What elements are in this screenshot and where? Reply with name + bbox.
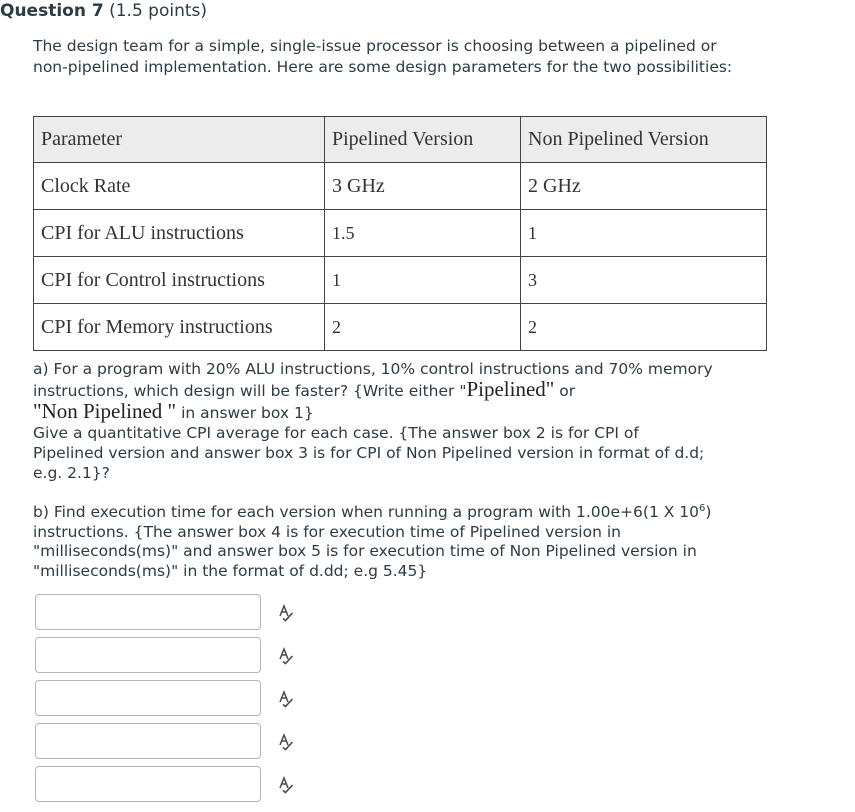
- table-header-cell: Non Pipelined Version: [521, 117, 767, 163]
- table-row: [34, 257, 767, 304]
- table-cell: 3 GHz: [325, 163, 521, 210]
- exponent: 6: [699, 503, 706, 514]
- part-b-text1: b) Find execution time for each version when running a program with 1.00e+6(1 X 10: [33, 503, 700, 522]
- table-cell: 1: [521, 210, 767, 257]
- answer-box-2[interactable]: [35, 637, 261, 673]
- spell-check-icon[interactable]: [277, 690, 295, 708]
- table-cell: CPI for ALU instructions: [34, 210, 325, 257]
- spell-check-icon[interactable]: [277, 604, 295, 622]
- table-row: [34, 163, 767, 210]
- part-a-line2: Give a quantitative CPI average for each case. {The answer box 2 is for CPI of Pipelined version and answer box 3 is for CPI of Non Pipelined version in format of d.d; e.g. 2.1}?: [33, 424, 705, 482]
- table-cell: 1: [325, 257, 521, 304]
- question-points: (1.5 points): [109, 1, 208, 21]
- answer-box-1-note: in answer box 1}: [176, 404, 314, 422]
- table-cell: CPI for Memory instructions: [34, 304, 325, 351]
- answer-box-5[interactable]: [35, 766, 261, 802]
- part-b-text: [33, 499, 723, 581]
- question-title: Question 7: [0, 1, 104, 21]
- table-row: [34, 304, 767, 351]
- part-a-text: [33, 359, 713, 483]
- answer-box-3[interactable]: [35, 680, 261, 716]
- part-a-line1: a) For a program with 20% ALU instructions, 10% control instructions and 70% memory instructions, which design will be faster? {Write either ": [33, 360, 713, 400]
- table-header-row: [34, 117, 767, 163]
- part-b-text2: ) instructions. {The answer box 4 is for execution time of Pipelined version in "milliseconds(ms)" and answer box 5 is for execution time of Non Pipelined version in "milliseconds(ms)" in the format of d.dd; e.g 5.45}: [33, 503, 712, 580]
- answer-box-4[interactable]: [35, 723, 261, 759]
- table-cell: 1.5: [325, 210, 521, 257]
- or-text: or: [554, 382, 576, 400]
- table-cell: 2 GHz: [521, 163, 767, 210]
- spell-check-icon[interactable]: [277, 647, 295, 665]
- table-cell: Clock Rate: [34, 163, 325, 210]
- table-cell: 2: [325, 304, 521, 351]
- question-intro: The design team for a simple, single-issue processor is choosing between a pipelined or non-pipelined implementation. Here are some design parameters for the two possibilities:: [33, 37, 733, 76]
- non-pipelined-label: "Non Pipelined ": [33, 399, 177, 423]
- table-cell: CPI for Control instructions: [34, 257, 325, 304]
- answer-box-1[interactable]: [35, 594, 261, 630]
- spell-check-icon[interactable]: [277, 733, 295, 751]
- spell-check-icon[interactable]: [277, 776, 295, 794]
- table-cell: 2: [521, 304, 767, 351]
- question-header: [0, 0, 207, 22]
- parameters-table: [33, 116, 767, 351]
- table-header-cell: Parameter: [34, 117, 325, 163]
- table-row: [34, 210, 767, 257]
- pipelined-label: Pipelined": [466, 377, 555, 401]
- table-header-cell: Pipelined Version: [325, 117, 521, 163]
- table-cell: 3: [521, 257, 767, 304]
